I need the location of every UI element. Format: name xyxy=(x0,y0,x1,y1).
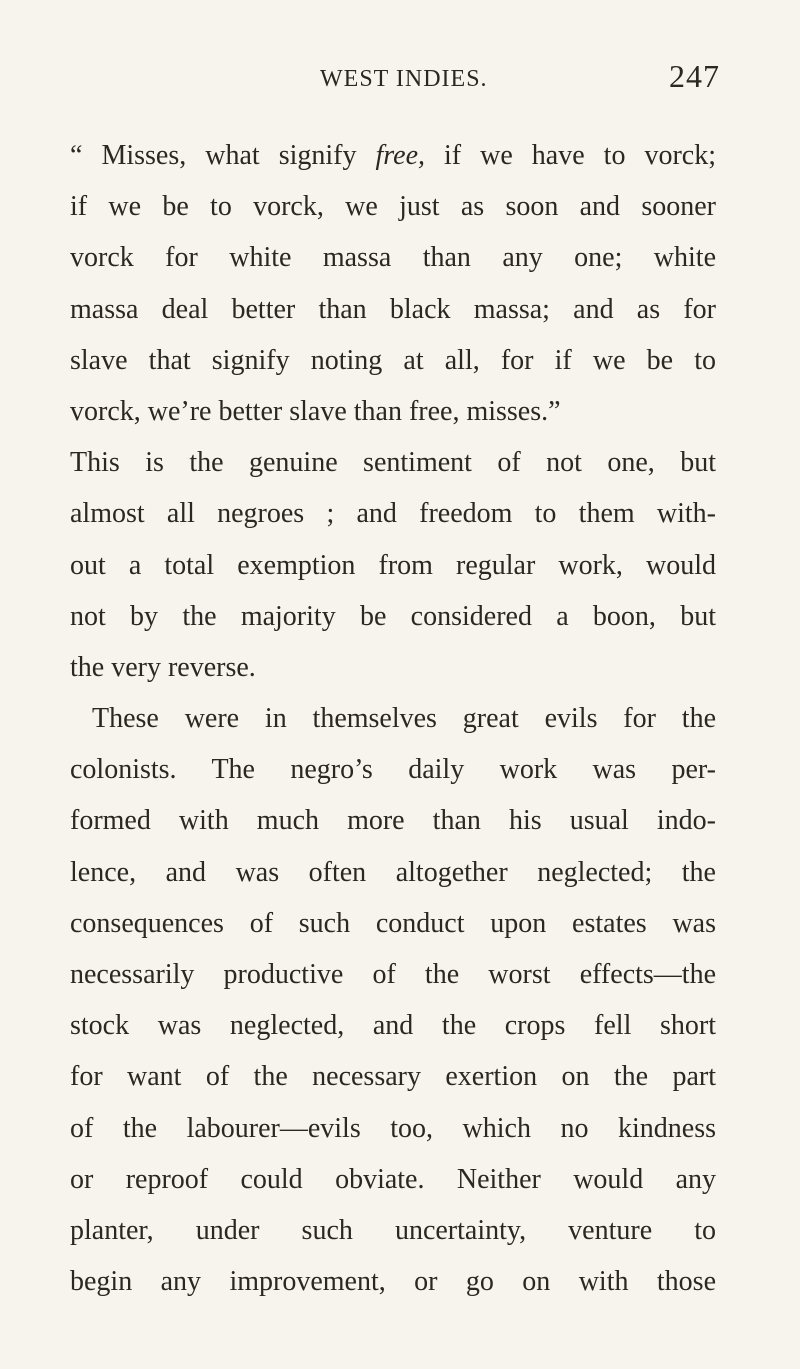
text-line: the very reverse. xyxy=(70,651,256,683)
text-line: planter, under such uncertainty, venture to xyxy=(70,1214,716,1246)
page-number: 247 xyxy=(669,58,720,94)
text-line: if we be to vorck, we just as soon and sooner xyxy=(70,191,716,223)
running-head xyxy=(300,58,720,102)
text-line: almost all negroes ; and freedom to them with- xyxy=(70,498,716,530)
text-line: begin any improvement, or go on with those xyxy=(70,1266,716,1298)
text-line: not by the majority be considered a boon, but xyxy=(70,600,716,632)
text-line: slave that signify noting at all, for if we be to xyxy=(70,344,716,376)
text-line: for want of the necessary exertion on the part xyxy=(70,1061,716,1093)
text-line-end: if we have to vorck; xyxy=(425,140,716,171)
text-line: These were in themselves great evils for the xyxy=(92,703,716,735)
text-line: stock was neglected, and the crops fell short xyxy=(70,1010,716,1042)
text-line: formed with much more than his usual indo- xyxy=(70,805,716,837)
body-text xyxy=(70,130,716,1307)
text-line: vorck for white massa than any one; white xyxy=(70,242,716,274)
text-line: of the labourer—evils too, which no kindness xyxy=(70,1112,716,1144)
text-line-start: “ Misses, what signify xyxy=(70,140,376,171)
text-line: lence, and was often altogether neglected; the xyxy=(70,856,716,888)
text-line: or reproof could obviate. Neither would any xyxy=(70,1163,716,1195)
text-line xyxy=(70,130,716,181)
running-title: WEST INDIES. xyxy=(320,66,488,92)
text-line: This is the genuine sentiment of not one, but xyxy=(70,447,716,479)
text-line: colonists. The negro’s daily work was per- xyxy=(70,754,716,786)
text-line: necessarily productive of the worst effects—the xyxy=(70,959,716,990)
text-line: massa deal better than black massa; and as for xyxy=(70,293,716,325)
text-line: consequences of such conduct upon estates was xyxy=(70,907,716,939)
text-line: out a total exemption from regular work, would xyxy=(70,549,716,581)
text-line: vorck, we’re better slave than free, misses.” xyxy=(70,395,561,427)
emphasized-word: free, xyxy=(375,140,425,171)
